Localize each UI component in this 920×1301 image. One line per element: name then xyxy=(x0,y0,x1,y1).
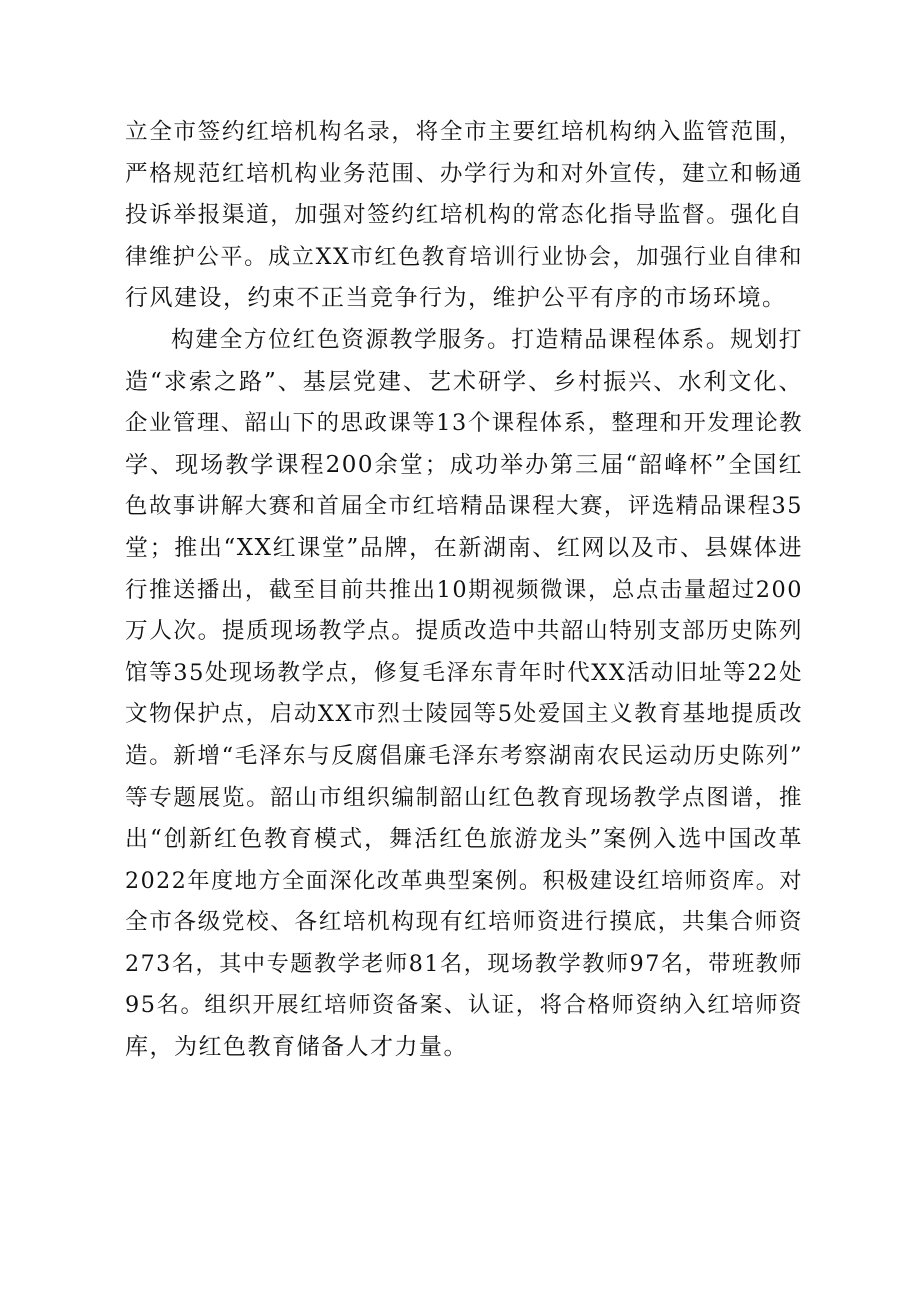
text-line: 行风建设，约束不正当竞争行为，维护公平有序的市场环境。 xyxy=(125,285,787,312)
text-line: 堂；推出“XX红课堂”品牌，在新湖南、红网以及市、县媒体进 xyxy=(125,534,803,561)
document-body xyxy=(125,112,803,1069)
text-line: 律维护公平。成立XX市红色教育培训行业协会，加强行业自律和 xyxy=(125,243,803,270)
text-line: 投诉举报渠道，加强对签约红培机构的常态化指导监督。强化自 xyxy=(125,202,803,229)
text-line: 全市各级党校、各红培机构现有红培师资进行摸底，共集合师资 xyxy=(125,909,803,936)
text-line: 企业管理、韶山下的思政课等13个课程体系，整理和开发理论教 xyxy=(125,410,803,437)
text-line: 造。新增“毛泽东与反腐倡廉毛泽东考察湖南农民运动历史陈列” xyxy=(125,742,803,769)
text-line: 万人次。提质现场教学点。提质改造中共韶山特别支部历史陈列 xyxy=(125,618,803,645)
text-line: 出“创新红色教育模式，舞活红色旅游龙头”案例入选中国改革 xyxy=(125,826,803,853)
text-line: 库，为红色教育储备人才力量。 xyxy=(125,1034,468,1061)
text-line: 构建全方位红色资源教学服务。打造精品课程体系。规划打 xyxy=(171,326,803,353)
text-line: 行推送播出，截至目前共推出10期视频微课，总点击量超过200 xyxy=(125,576,803,603)
text-line: 色故事讲解大赛和首届全市红培精品课程大赛，评选精品课程35 xyxy=(125,493,803,520)
text-line: 文物保护点，启动XX市烈士陵园等5处爱国主义教育基地提质改 xyxy=(125,701,803,728)
text-line: 95名。组织开展红培师资备案、认证，将合格师资纳入红培师资 xyxy=(125,992,803,1019)
text-line: 273名，其中专题教学老师81名，现场教学教师97名，带班教师 xyxy=(125,950,803,977)
text-line: 严格规范红培机构业务范围、办学行为和对外宣传，建立和畅通 xyxy=(125,160,803,187)
text-line: 学、现场教学课程200余堂；成功举办第三届“韶峰杯”全国红 xyxy=(125,451,803,478)
text-line: 等专题展览。韶山市组织编制韶山红色教育现场教学点图谱，推 xyxy=(125,784,803,811)
text-line: 馆等35处现场教学点，修复毛泽东青年时代XX活动旧址等22处 xyxy=(125,659,803,686)
paragraph-1 xyxy=(125,112,803,320)
text-line: 立全市签约红培机构名录，将全市主要红培机构纳入监管范围， xyxy=(125,119,803,145)
text-line: 造“求索之路”、基层党建、艺术研学、乡村振兴、水利文化、 xyxy=(125,368,803,395)
text-line: 2022年度地方全面深化改革典型案例。积极建设红培师资库。对 xyxy=(125,867,803,894)
paragraph-2 xyxy=(125,320,803,1069)
